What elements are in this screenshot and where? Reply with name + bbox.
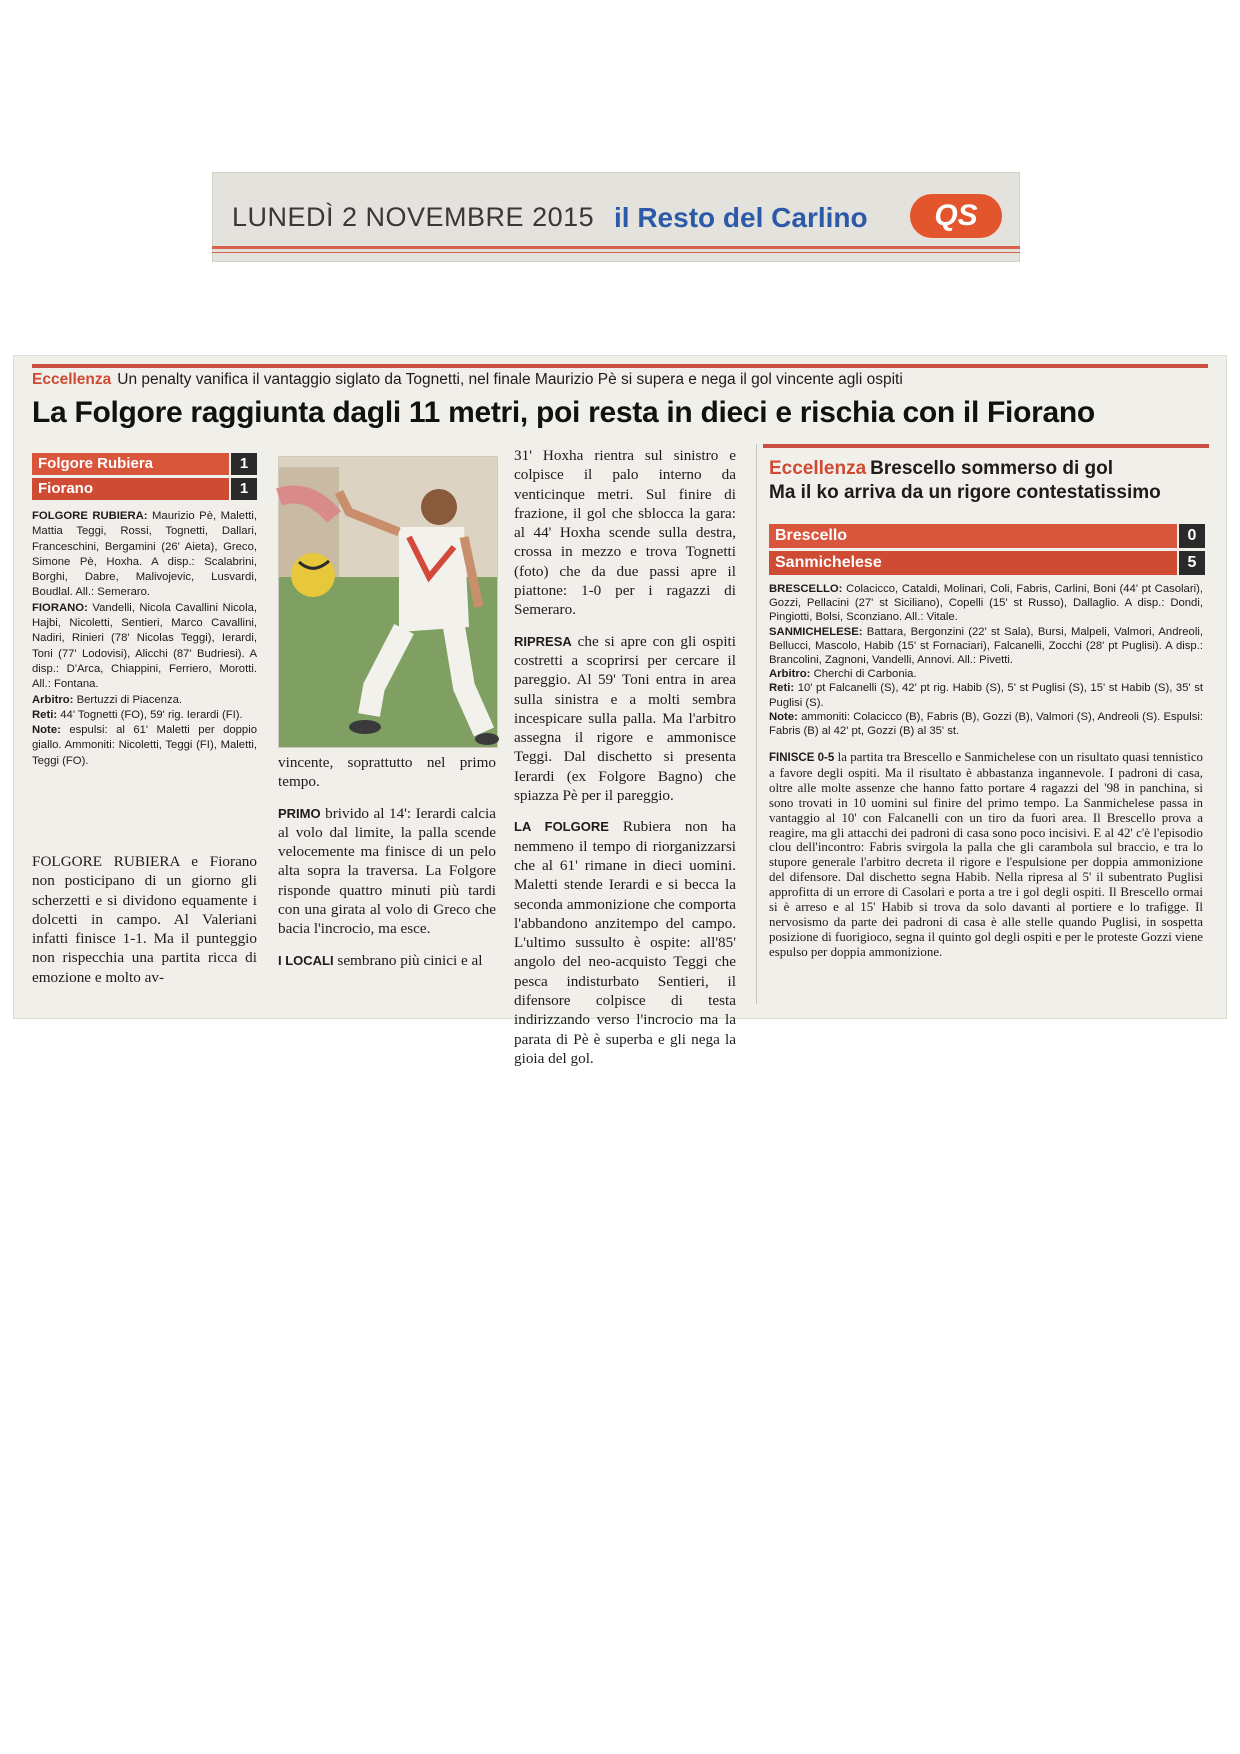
- goals-label: Reti:: [32, 708, 58, 721]
- sidebar-score-row-away: [769, 551, 1205, 575]
- away-lineup-text: Vandelli, Nicola Cavallini Nicola, Hajbi, Nicoletti, Sentieri, Marco Cavallini, Nadiri, Rinieri (78' Nicolas Teggi), Ierardi, Toni (77' Lodovisi), Alicchi (87' Budriesi). A disp.: D'Arca, Chiappini, Ferriero, Morotti. All.: Fontana.: [32, 601, 258, 691]
- sidebar-kicker-text: Brescello sommerso di gol: [870, 458, 1114, 479]
- sidebar-goals-label: Reti:: [769, 682, 795, 695]
- sidebar-away-goals: 5: [1179, 551, 1205, 575]
- column-3-paragraph-1: 31' Hoxha rientra sul sinistro e colpisce il palo interno da venticinque metri. Sul finire di frazione, il gol che sblocca la gara: al 44' Hoxha scende sulla destra, crossa in mezzo e trova Tognetti (foto) che da due passi apre il piattone: 1-0 per i ragazzi di Semeraro.: [514, 447, 736, 619]
- newspaper-name: il Resto del Carlino: [614, 202, 868, 233]
- player-photo: [278, 456, 498, 748]
- sidebar-home-lineup-label: BRESCELLO:: [769, 583, 843, 595]
- kicker-tag: Eccellenza: [32, 371, 112, 388]
- sidebar-body-text: la partita tra Brescello e Sanmichelese con un risultato quasi tennistico a favore degli ospiti. Ma il risultato è abbastanza ingannevole. I padroni di casa, oltre alle molte assenze che hanno fatto portare 4 ragazzi del '98 in panchina, si sono trovati in 10 uomini sul finire del primo tempo. La Sanmichelese passa in vantaggio al 10' con Falcanelli con un tiro da fuori area. Il Brescello prova a reagire, ma gli attacchi dei padroni di casa sono poco incisivi. E al 42' c'è l'episodio clou dell'incontro: Fabris svirgola la palla che gli carambola sul braccio, e tra lo stupore generale l'arbitro decreta il rigore e l'espulsione per doppia ammonizione del difensore. Dal dischetto segna Habib. Nella ripresa al 5' il subentrato Puglisi approfitta di un errore di Casolari e porta a tre i gol degli ospiti. Il Brescello ormai si è arreso e al 15' Habib si trova da solo davanti al portiere e lo trafigge. Il nervosismo da parte dei padroni di casa è alle stelle quando Puglisi, in sospetta posizione di fuorigioco, segna il quinto gol degli ospiti e per le proteste Gozzi viene espulso per doppia ammonizione.: [769, 750, 1203, 959]
- sidebar-red-rule: [763, 444, 1209, 448]
- match-report-lineups: [32, 509, 257, 769]
- sidebar-kicker: [769, 458, 1113, 480]
- home-lineup: [32, 509, 257, 601]
- score-box: [32, 453, 257, 503]
- sidebar-kicker-tag: Eccellenza: [769, 458, 867, 479]
- sidebar-notes-label: Note:: [769, 710, 798, 723]
- home-team: Folgore Rubiera: [32, 453, 229, 475]
- sidebar-notes-line: [769, 710, 1203, 738]
- sidebar-home-goals: 0: [1179, 524, 1205, 548]
- away-lineup: [32, 601, 257, 693]
- masthead-date: LUNEDÌ 2 NOVEMBRE 2015: [232, 202, 595, 232]
- article-kicker: [32, 371, 903, 389]
- column-2-paragraph-1: vincente, soprattutto nel primo tempo.: [278, 754, 496, 791]
- sidebar-notes-text: ammoniti: Colacicco (B), Fabris (B), Gozzi (B), Valmori (S), Andreoli (S). Espulsi: Fabris (B) al 42' pt, Gozzi (B) al 35' st.: [769, 710, 1204, 738]
- sidebar-subtitle: Ma il ko arriva da un rigore contestatissimo: [769, 482, 1161, 503]
- sidebar-lineups: [769, 582, 1203, 738]
- away-goals: 1: [231, 478, 257, 500]
- sidebar-referee-line: [769, 667, 1203, 681]
- away-team: Fiorano: [32, 478, 229, 500]
- home-goals: 1: [231, 453, 257, 475]
- sidebar-goals-text: 10' pt Falcanelli (S), 42' pt rig. Habib (S), 5' st Puglisi (S), 15' st Habib (S), 35' st Puglisi (S).: [769, 682, 1204, 709]
- sidebar-score-row-home: [769, 524, 1205, 548]
- top-red-rule: [32, 364, 1208, 368]
- goals-text: 44' Tognetti (FO), 59' rig. Ierardi (FI).: [60, 708, 243, 721]
- masthead-rule-thin: [212, 252, 1020, 253]
- column-2-paragraph-2: [278, 804, 496, 939]
- sidebar-home-lineup: [769, 582, 1203, 625]
- paragraph-lead-folgore: LA FOLGORE: [514, 819, 609, 835]
- sidebar-goals-line: [769, 681, 1203, 709]
- newspaper-clipping: [14, 356, 1226, 1067]
- sidebar-away-lineup-label: SANMICHELESE:: [769, 625, 863, 638]
- notes-text: espulsi: al 61' Maletti per doppio giallo. Ammoniti: Nicoletti, Teggi (FI), Maletti, Teggi (FO).: [32, 724, 257, 767]
- sidebar-home-team: Brescello: [769, 524, 1177, 548]
- column-3-paragraph-2-text: che si apre con gli ospiti costretti a scoprirsi per cercare il pareggio. Al 59' Toni entra in area sulla sinistra e a molti sembra incespicare sulla palla. Ma l'arbitro assegna il rigore e ammonisce Teggi. Dal dischetto si presenta Ierardi (ex Folgore Bagno) che spiazza Pè per il pareggio.: [514, 632, 736, 805]
- sidebar-away-team: Sanmichelese: [769, 551, 1177, 575]
- sidebar-referee-text: Cherchi di Carbonia.: [813, 668, 917, 681]
- article-headline: La Folgore raggiunta dagli 11 metri, poi resta in dieci e rischia con il Fiorano: [32, 396, 1095, 429]
- column-3-paragraph-3-text: Rubiera non ha nemmeno il tempo di riorganizzarsi che al 61' rimane in dieci uomini. Maletti stende Ierardi e si becca la seconda ammonizione che comporta l'abbandono anzitempo del campo. L'ultimo sussulto è ospite: all'85' angolo del neo-acquisto Teggi che pesca indisturbato Sentieri, il difensore colpisce di testa indirizzando verso l'incrocio ma la parata di Pè è superba e gli nega la gioia del gol.: [514, 818, 736, 1067]
- goals-line: [32, 708, 257, 723]
- sidebar-score-box: [769, 524, 1205, 578]
- sidebar-article-body: [769, 750, 1203, 960]
- column-2-paragraph-3: [278, 951, 496, 970]
- paragraph-lead-locali: I LOCALI: [278, 952, 334, 968]
- masthead-rule: [212, 246, 1020, 249]
- notes-label: Note:: [32, 724, 61, 737]
- qs-logo: QS: [910, 194, 1002, 238]
- kicker-text: Un penalty vanifica il vantaggio siglato da Tognetti, nel finale Maurizio Pè si supera e nega il gol vincente agli ospiti: [117, 371, 903, 388]
- article-column-3: [514, 446, 736, 1080]
- sidebar-away-lineup: [769, 625, 1203, 668]
- column-2-paragraph-2-text: brivido al 14': Ierardi calcia al volo dal limite, la palla scende velocemente ma finisce di un pelo alta sopra la traversa. La Folgore risponde quattro minuti più tardi con una girata al volo di Greco che bacia l'incrocio, ma esce.: [278, 804, 496, 938]
- referee-label: Arbitro:: [32, 693, 74, 706]
- column-2-paragraph-3-text: sembrano più cinici e al: [337, 951, 483, 969]
- home-lineup-label: FOLGORE RUBIERA:: [32, 510, 148, 522]
- score-row-away: [32, 478, 257, 500]
- sidebar-lead-finisce: FINISCE 0-5: [769, 752, 835, 764]
- paragraph-lead-ripresa: RIPRESA: [514, 633, 572, 649]
- referee-text: Bertuzzi di Piacenza.: [76, 693, 183, 706]
- sidebar-referee-label: Arbitro:: [769, 668, 811, 681]
- sidebar-home-lineup-text: Colacicco, Cataldi, Molinari, Coli, Fabris, Carlini, Boni (44' pt Casolari), Gozzi, Pellacini (27' st Siciliano), Copelli (15' st Russo), Dallaglio. A disp.: Dondi, Pingiotti, Bolsi, Sconziano. All.: Vitale.: [769, 583, 1204, 624]
- article-column-1: [32, 852, 257, 999]
- masthead-strip: [212, 172, 1020, 262]
- column-1-paragraph: FOLGORE RUBIERA e Fiorano non posticipano di un giorno gli scherzetti e si dividono equamente i dolcetti in campo. Al Valeriani infatti finisce 1-1. Ma il punteggio non rispecchia una partita ricca di emozione e molto av-: [32, 853, 257, 986]
- referee-line: [32, 693, 257, 708]
- column-3-paragraph-2: [514, 632, 736, 806]
- player-photo-illustration: [279, 457, 497, 747]
- paragraph-lead-primo: PRIMO: [278, 805, 321, 821]
- home-lineup-text: Maurizio Pè, Maletti, Mattia Teggi, Rossi, Tognetti, Dallari, Franceschini, Bergamini (26' Aieta), Greco, Simone Pè, Hoxha. A disp.: Scalabrini, Borghi, Dabre, Malivojevic, Lusvardi, Boudlal. All.: Semeraro.: [32, 510, 257, 599]
- sidebar-away-lineup-text: Battara, Bergonzini (22' st Sala), Bursi, Malpeli, Valmori, Andreoli, Bellucci, Mascolo, Habib (15' st Fornaciari), Falcanelli, Zocchi (28' pt Puglisi). A disp.: Brancolini, Zagnoni, Vandelli, Annovi. All.: Pivetti.: [769, 625, 1203, 667]
- article-column-2: [278, 753, 496, 982]
- column-3-paragraph-3: [514, 817, 736, 1068]
- sidebar-article-box: [756, 444, 1209, 1004]
- score-row-home: [32, 453, 257, 475]
- away-lineup-label: FIORANO:: [32, 601, 88, 614]
- notes-line: [32, 723, 257, 769]
